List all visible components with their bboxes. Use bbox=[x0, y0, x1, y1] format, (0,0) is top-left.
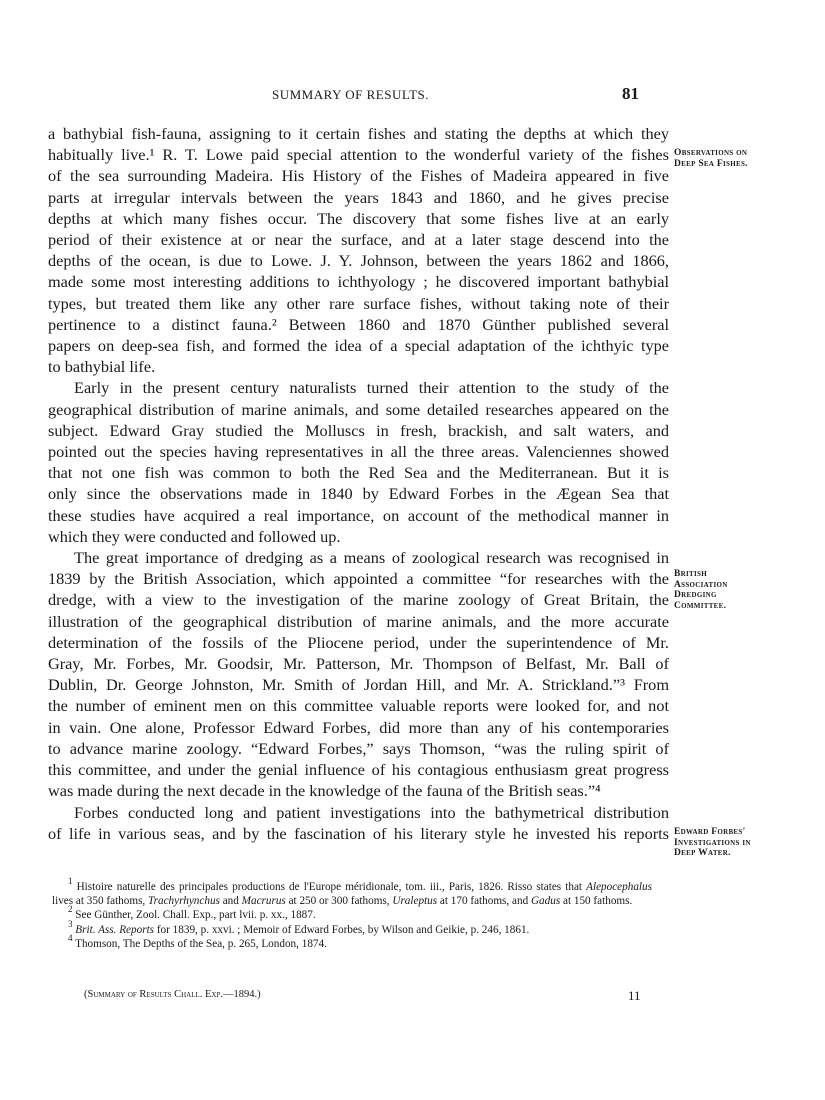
text-line: pointed out the species having representatives in all the three areas. Valenciennes showed bbox=[48, 442, 669, 462]
margin-note-line: Association bbox=[674, 579, 728, 590]
margin-note-line: Deep Water. bbox=[674, 848, 731, 858]
margin-note-dredging-committee bbox=[674, 569, 728, 611]
text-line: Gray, Mr. Forbes, Mr. Goodsir, Mr. Patterson, Mr. Thompson of Belfast, Mr. Ball of bbox=[48, 654, 669, 674]
margin-note-forbes-investigations bbox=[674, 827, 751, 859]
text-line: a bathybial fish-fauna, assigning to it certain fishes and stating the depths at which they bbox=[48, 124, 669, 143]
text-line: of life in various seas, and by the fascination of his literary style he invested his reports bbox=[48, 823, 669, 843]
text-line: to advance marine zoology. “Edward Forbes,” says Thomson, “was the ruling spirit of bbox=[48, 738, 669, 758]
text-line: pertinence to a distinct fauna.² Between 1860 and 1870 Günther published several bbox=[48, 314, 669, 334]
text-line: was made during the next decade in the knowledge of the fauna of the British seas.”⁴ bbox=[48, 781, 601, 801]
footnote-text: lives at 350 fathoms, bbox=[52, 895, 149, 908]
text-line: illustration of the geographical distribution of marine animals, and the more accurate bbox=[48, 611, 669, 631]
species-name: Uraleptus bbox=[392, 895, 438, 908]
text-line: determination of the fossils of the Pliocene period, under the superintendence of Mr. bbox=[48, 632, 669, 652]
page-number: 81 bbox=[622, 84, 639, 103]
margin-note-line: British bbox=[674, 569, 707, 579]
text-line: 1839 by the British Association, which appointed a committee “for researches with the bbox=[48, 569, 669, 589]
text-line: period of their existence at or near the surface, and at a later stage descend into the bbox=[48, 230, 669, 250]
body-text bbox=[48, 123, 669, 844]
text-line: depths at which many fishes occur. The discovery that some fishes live at an early bbox=[48, 208, 669, 228]
margin-note-line: Edward Forbes' bbox=[674, 827, 746, 837]
text-line: to bathybial life. bbox=[48, 357, 156, 377]
text-line: in vain. One alone, Professor Edward Forbes, did more than any of his contemporaries bbox=[48, 717, 669, 737]
margin-note-line: Deep Sea Fishes. bbox=[674, 158, 748, 169]
text-line: Dublin, Dr. George Johnston, Mr. Smith of Jordan Hill, and Mr. A. Strickland.”³ From bbox=[48, 675, 669, 695]
text-line: subject. Edward Gray studied the Molluscs in fresh, brackish, and salt waters, and bbox=[48, 420, 669, 440]
footnote bbox=[52, 932, 652, 951]
footnote-text: at 250 or 300 fathoms, bbox=[285, 895, 393, 908]
signature-line: (Summary of Results Chall. Exp.—1894.) bbox=[84, 989, 261, 1000]
footnote-text: at 150 fathoms. bbox=[560, 895, 633, 908]
footnote bbox=[52, 918, 652, 937]
margin-note-line: Committee. bbox=[674, 600, 727, 611]
text-line: The great importance of dredging as a means of zoological research was recognised in bbox=[74, 548, 669, 568]
text-line: geographical distribution of marine animals, and some detailed researches appeared on the bbox=[48, 399, 669, 419]
footnote-text: at 170 fathoms, and bbox=[437, 895, 531, 908]
text-line: depths of the ocean, is due to Lowe. J. Y. Johnson, between the years 1862 and 1866, bbox=[48, 251, 669, 271]
text-line: which they were conducted and followed up. bbox=[48, 526, 341, 546]
margin-note-line: Dredging bbox=[674, 590, 717, 600]
species-name: Gadus bbox=[530, 895, 561, 908]
footnote-text: for 1839, p. xxvi. ; Memoir of Edward Forbes, by Wilson and Geikie, p. 246, 1861. bbox=[154, 923, 530, 936]
species-name: Brit. Ass. Reports bbox=[75, 923, 155, 936]
text-line: dredge, with a view to the investigation of the marine zoology of Great Britain, the bbox=[48, 590, 669, 610]
footnote bbox=[52, 904, 652, 922]
footnote-text: Thomson, The Depths of the Sea, p. 265, London, 1874. bbox=[75, 937, 327, 950]
text-line: habitually live.¹ R. T. Lowe paid special attention to the wonderful variety of the fishes bbox=[48, 145, 669, 165]
margin-note-line: Investigations in bbox=[674, 837, 751, 848]
footnote-text: See Günther, Zool. Chall. Exp., part lvii. p. xx., 1887. bbox=[75, 909, 316, 922]
footnote-marker: 3 bbox=[68, 918, 73, 929]
signature-number: 11 bbox=[628, 988, 641, 1003]
text-line: papers on deep-sea fish, and formed the idea of a special adaptation of the ichthyic type bbox=[48, 336, 669, 356]
text-line: only since the observations made in 1840 by Edward Forbes in the Ægean Sea that bbox=[48, 484, 669, 504]
paragraph bbox=[48, 547, 669, 801]
text-line: Forbes conducted long and patient investigations into the bathymetrical distribution bbox=[74, 802, 669, 822]
paragraph bbox=[48, 802, 669, 844]
footnote-marker: 2 bbox=[68, 904, 73, 915]
text-line: made some most interesting additions to ichthyology ; he discovered important bathybial bbox=[48, 272, 669, 292]
text-line: these studies have acquired a real importance, on account of the methodical manner in bbox=[48, 505, 669, 525]
species-name: Macrurus bbox=[241, 895, 286, 908]
footnote-text: and bbox=[219, 895, 242, 908]
paragraph bbox=[48, 377, 669, 547]
text-line: that not one fish was common to both the Red Sea and the Mediterranean. But it is bbox=[48, 463, 669, 483]
text-line: Early in the present century naturalists turned their attention to the study of the bbox=[74, 378, 669, 398]
footnote-marker: 1 bbox=[68, 876, 73, 886]
text-line: this committee, and under the genial influence of his contagious enthusiasm great progress bbox=[48, 760, 669, 780]
footnote-text: Histoire naturelle des principales productions de l'Europe méridionale, tom. iii., Paris, 1826. Risso states that bbox=[76, 881, 587, 893]
species-name: Trachyrhynchus bbox=[148, 895, 220, 908]
text-line: of the sea surrounding Madeira. His History of the Fishes of Madeira appeared in five bbox=[48, 166, 669, 186]
footnote bbox=[52, 876, 652, 908]
text-line: parts at irregular intervals between the years 1843 and 1860, and he gives precise bbox=[48, 187, 669, 207]
margin-note-deep-sea-fishes bbox=[674, 148, 748, 169]
text-line: the number of eminent men on this committee valuable reports were looked for, and not bbox=[48, 696, 669, 716]
species-name: Alepocephalus bbox=[586, 881, 652, 893]
text-line: types, but treated them like any other rare surface fishes, without taking note of their bbox=[48, 293, 669, 313]
running-head: SUMMARY OF RESULTS. bbox=[272, 87, 430, 102]
margin-note-line: Observations on bbox=[674, 148, 748, 158]
paragraph bbox=[48, 123, 669, 377]
footnote-marker: 4 bbox=[68, 932, 73, 943]
footnotes bbox=[52, 876, 652, 951]
